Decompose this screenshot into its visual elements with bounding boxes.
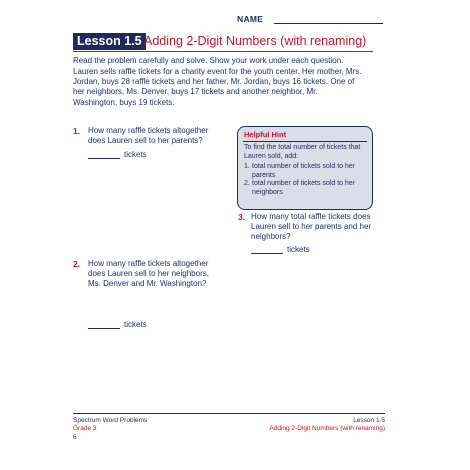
answer-blank[interactable] bbox=[88, 158, 120, 159]
answer-blank[interactable] bbox=[88, 328, 120, 329]
question-3-number: 3. bbox=[238, 212, 246, 222]
question-2-number: 2. bbox=[73, 259, 81, 269]
question-1-number: 1. bbox=[73, 126, 81, 136]
story-problem: Lauren sells raffle tickets for a charity event for the youth center. Her mother, Mrs. Jordan, buys 28 raffle tickets and her father, Mr. Jordan, buys 16 tickets. One of her neighbors, Ms. Denver, buys 17 tickets and another neighbor, Mr. Washington, buys 19 tickets. bbox=[73, 67, 362, 107]
footer-lesson-title: Adding 2-Digit Numbers (with renaming) bbox=[269, 425, 385, 432]
name-line[interactable] bbox=[274, 23, 383, 24]
answer-unit: tickets bbox=[287, 245, 310, 254]
footer-lesson: Lesson 1.5 bbox=[353, 417, 385, 424]
hint-list bbox=[244, 163, 366, 197]
lesson-header bbox=[73, 33, 373, 52]
question-3-text: How many total raffle tickets does Lauren sell to her parents and her neighbors? bbox=[251, 212, 372, 242]
hint-divider bbox=[243, 141, 367, 142]
page-number: 6 bbox=[73, 434, 77, 441]
name-field bbox=[237, 14, 383, 26]
instructions: Read the problem carefully and solve. Show your work under each question. bbox=[73, 56, 344, 65]
hint-item: 1. total number of tickets sold to her parents bbox=[244, 163, 356, 179]
hint-text: To find the total number of tickets that Lauren sold, add: bbox=[244, 144, 361, 160]
footer-book-title: Spectrum Word Problems bbox=[73, 417, 148, 424]
answer-unit: tickets bbox=[124, 320, 147, 329]
answer-unit: tickets bbox=[124, 150, 147, 159]
question-1-text: How many raffle tickets altogether does Lauren sell to her parents? bbox=[88, 126, 209, 146]
hint-title: Helpful Hint bbox=[244, 130, 287, 139]
helpful-hint-box bbox=[237, 126, 373, 210]
question-1-answer[interactable] bbox=[88, 150, 168, 161]
question-3-answer[interactable] bbox=[251, 245, 331, 256]
footer-divider bbox=[73, 413, 385, 414]
footer-grade: Grade 3 bbox=[73, 425, 97, 432]
name-label: NAME bbox=[237, 14, 264, 24]
question-2-answer[interactable] bbox=[88, 320, 168, 331]
lesson-number: Lesson 1.5 bbox=[73, 33, 146, 50]
hint-item: 2. total number of tickets sold to her neighbors bbox=[244, 180, 356, 196]
answer-blank[interactable] bbox=[251, 253, 283, 254]
lesson-title: Adding 2-Digit Numbers (with renaming) bbox=[144, 34, 367, 48]
question-2-text: How many raffle tickets altogether does Lauren sell to her neighbors, Ms. Denver and Mr. Washington? bbox=[88, 259, 209, 289]
